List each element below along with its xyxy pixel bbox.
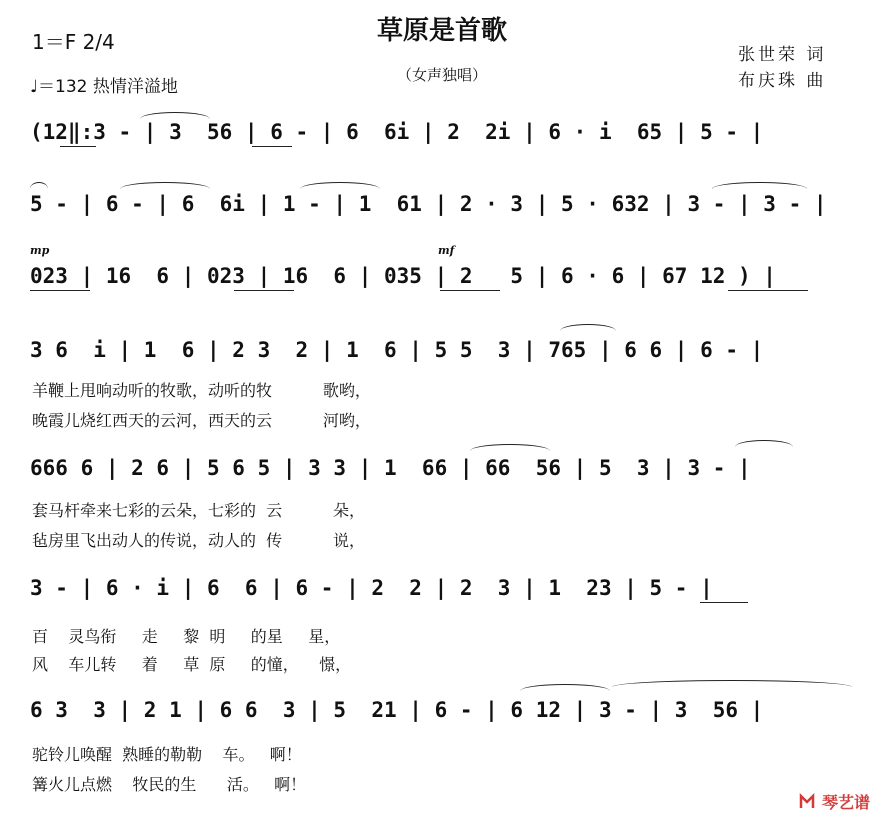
score-row-7: 6 3 3 | 2 1 | 6 6 3 | 5 21 | 6 - | 6 12 | 3 - | 3 56 | — [30, 698, 764, 722]
lyricist-credit: 张世荣 词 — [738, 45, 827, 65]
slur — [735, 440, 793, 447]
beam-line — [728, 290, 808, 291]
slur — [520, 684, 610, 691]
slur — [140, 112, 210, 119]
slur — [470, 444, 550, 451]
slur — [300, 182, 380, 189]
score-row-1: (12‖:3 - | 3 56 | 6 - | 6 6i | 2 2i | 6 · i 65 | 5 - | — [30, 120, 764, 144]
watermark-logo — [798, 790, 870, 813]
lyric-verse1-line2: 套马杆牵来七彩的云朵，七彩的 云 朵， — [32, 501, 366, 520]
score-row-6: 3 - | 6 · i | 6 6 | 6 - | 2 2 | 2 3 | 1 23 | 5 - | — [30, 576, 713, 600]
score-row-2: 5 - | 6 - | 6 6i | 1 - | 1 61 | 2 · 3 | 5 · 632 | 3 - | 3 - | — [30, 192, 827, 216]
music-logo-icon — [798, 792, 818, 812]
beam-line — [252, 146, 292, 147]
song-subtitle: （女声独唱） — [396, 66, 487, 84]
beam-line — [440, 290, 500, 291]
song-title: 草原是首歌 — [376, 16, 507, 46]
lyric-verse1-line1: 羊鞭上甩响动听的牧歌，动听的牧 歌哟， — [32, 381, 371, 400]
dynamic-mf: mf — [438, 244, 455, 257]
lyric-verse2-line4: 篝火儿点燃 牧民的生 活。 啊！ — [32, 775, 307, 794]
score-row-4: 3 6 i | 1 6 | 2 3 2 | 1 6 | 5 5 3 | 765 | 6 6 | 6 - | — [30, 338, 764, 362]
lyric-verse2-line1: 晚霞儿烧红西天的云河，西天的云 河哟， — [32, 411, 371, 430]
beam-line — [234, 290, 294, 291]
composer-credit: 布庆珠 曲 — [738, 71, 827, 91]
beam-line — [30, 290, 90, 291]
slur — [712, 182, 807, 189]
tempo-marking: ♩＝132 热情洋溢地 — [30, 77, 178, 97]
beam-line — [60, 146, 96, 147]
lyric-verse1-line3: 百 灵鸟衔 走 黎 明 的星 星， — [32, 627, 341, 646]
slur — [30, 182, 48, 189]
slur — [612, 680, 852, 687]
lyric-verse2-line2: 毡房里飞出动人的传说，动人的 传 说， — [32, 531, 366, 550]
lyric-verse1-line4: 驼铃儿唤醒 熟睡的勒勒 车。 啊！ — [32, 745, 302, 764]
dynamic-mp: mp — [30, 244, 50, 257]
slur — [560, 324, 616, 331]
watermark-text: 琴艺谱 — [821, 793, 870, 812]
key-signature: 1＝F 2/4 — [32, 30, 115, 54]
lyric-verse2-line3: 风 车儿转 着 草 原 的憧， 憬， — [32, 655, 352, 674]
score-row-5: 666 6 | 2 6 | 5 6 5 | 3 3 | 1 66 | 66 56 | 5 3 | 3 - | — [30, 456, 751, 480]
slur — [120, 182, 210, 189]
beam-line — [700, 602, 748, 603]
score-row-3: 023 | 16 6 | 023 | 16 6 | 035 | 2 5 | 6 · 6 | 67 12 ) | — [30, 264, 776, 288]
